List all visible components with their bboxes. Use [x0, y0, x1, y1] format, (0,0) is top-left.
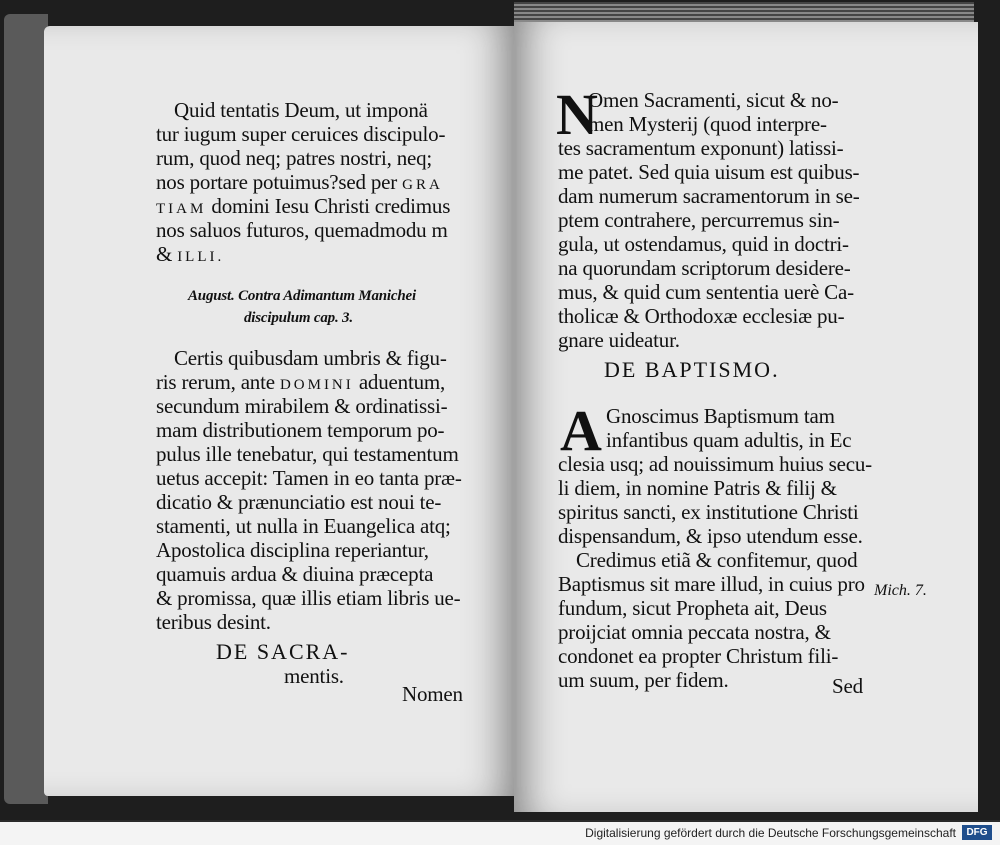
- left-line-5-text: domini Iesu Christi credimus: [211, 194, 451, 218]
- aduentum: aduentum,: [353, 370, 446, 394]
- left-line-3: rum, quod neq; patres nostri, neq;: [156, 146, 433, 170]
- right-b2-line-1: Gnoscimus Baptismum tam: [606, 404, 835, 428]
- right-b2-line-12: um suum, per fidem.: [558, 668, 729, 692]
- illi: ILLI.: [177, 249, 225, 265]
- right-catchword: Sed: [832, 674, 863, 698]
- margin-note-mich: Mich. 7.: [874, 582, 927, 599]
- left-b2-line-10: quamuis ardua & diuina præcepta: [156, 562, 434, 586]
- left-b2-line-9: Apostolica disciplina reperiantur,: [156, 538, 429, 562]
- left-b2-line-12: teribus desint.: [156, 610, 271, 634]
- ampersand: &: [156, 242, 178, 266]
- left-line-2: tur iugum super ceruices discipulo-: [156, 122, 446, 146]
- dropcap-n: N: [556, 82, 598, 147]
- left-b2-line-2: [156, 370, 445, 397]
- right-b2-line-4: li diem, in nomine Patris & filij &: [558, 476, 837, 500]
- right-line-6: ptem contrahere, percurremus sin-: [558, 208, 840, 232]
- right-page: [514, 22, 978, 812]
- right-line-11: gnare uideatur.: [558, 328, 680, 352]
- right-line-5: dam numerum sacramentorum in se-: [558, 184, 860, 208]
- right-line-2: men Mysterij (quod interpre-: [588, 112, 827, 136]
- gratiam-part1: GRA: [402, 177, 443, 193]
- left-b2-line-11: & promissa, quæ illis etiam libris ue-: [156, 586, 461, 610]
- footer-bar: [0, 822, 1000, 845]
- citation-line-2: discipulum cap. 3.: [244, 310, 353, 326]
- dfg-logo: DFG: [962, 825, 992, 840]
- right-b2-line-8: Baptismus sit mare illud, in cuius pro: [558, 572, 865, 596]
- right-line-7: gula, ut ostendamus, quid in doctri-: [558, 232, 849, 256]
- right-line-9: mus, & quid cum sententia uerè Ca-: [558, 280, 854, 304]
- right-line-10: tholicæ & Orthodoxæ ecclesiæ pu-: [558, 304, 845, 328]
- right-b2-line-6: dispensandum, & ipso utendum esse.: [558, 524, 863, 548]
- dropcap-a: A: [560, 398, 602, 463]
- left-page: [44, 26, 514, 796]
- heading-de-sacramentis-b: mentis.: [284, 664, 344, 688]
- right-b2-line-7: Credimus etiã & confitemur, quod: [576, 548, 858, 572]
- heading-de-sacramentis-a: DE SACRA-: [216, 639, 350, 664]
- right-line-4: me patet. Sed quia uisum est quibus-: [558, 160, 860, 184]
- left-line-4-text: nos portare potuimus?sed per: [156, 170, 398, 194]
- funding-notice: Digitalisierung gefördert durch die Deutsche Forschungsgemeinschaft: [585, 826, 956, 840]
- right-b2-line-10: proijciat omnia peccata nostra, &: [558, 620, 831, 644]
- right-line-1: Omen Sacramenti, sicut & no-: [588, 88, 839, 112]
- domini: DOMINI: [279, 377, 354, 393]
- left-b2-line-5: pulus ille tenebatur, qui testamentum: [156, 442, 459, 466]
- right-line-8: na quorundam scriptorum desidere-: [558, 256, 851, 280]
- heading-de-baptismo: DE BAPTISMO.: [604, 357, 780, 382]
- left-line-4: [156, 170, 443, 197]
- left-line-5: [156, 194, 450, 221]
- right-b2-line-3: clesia usq; ad nouissimum huius secu-: [558, 452, 872, 476]
- book-cover-edge: [4, 14, 48, 804]
- citation-line-1: August. Contra Adimantum Manichei: [188, 288, 416, 304]
- left-line-1: Quid tentatis Deum, ut imponä: [174, 98, 428, 122]
- left-b2-line-7: dicatio & prænunciatio est noui te-: [156, 490, 442, 514]
- right-b2-line-11: condonet ea propter Christum fili-: [558, 644, 839, 668]
- gratiam-part2: TIAM: [156, 201, 207, 217]
- left-b2-line-1: Certis quibusdam umbris & figu-: [174, 346, 447, 370]
- page-edges: [514, 2, 974, 24]
- left-b2-line-2-text: ris rerum, ante: [156, 370, 275, 394]
- left-b2-line-3: secundum mirabilem & ordinatissi-: [156, 394, 448, 418]
- right-b2-line-5: spiritus sancti, ex institutione Christi: [558, 500, 859, 524]
- right-b2-line-9: fundum, sicut Propheta ait, Deus: [558, 596, 827, 620]
- left-line-6: nos saluos futuros, quemadmodu m: [156, 218, 448, 242]
- left-b2-line-4: mam distributionem temporum po-: [156, 418, 445, 442]
- left-line-7: [156, 242, 224, 269]
- left-b2-line-6: uetus accepit: Tamen in eo tanta præ-: [156, 466, 462, 490]
- left-b2-line-8: stamenti, ut nulla in Euangelica atq;: [156, 514, 451, 538]
- right-line-3: tes sacramentum exponunt) latissi-: [558, 136, 844, 160]
- right-b2-line-2: infantibus quam adultis, in Ec: [606, 428, 852, 452]
- left-catchword: Nomen: [402, 682, 463, 706]
